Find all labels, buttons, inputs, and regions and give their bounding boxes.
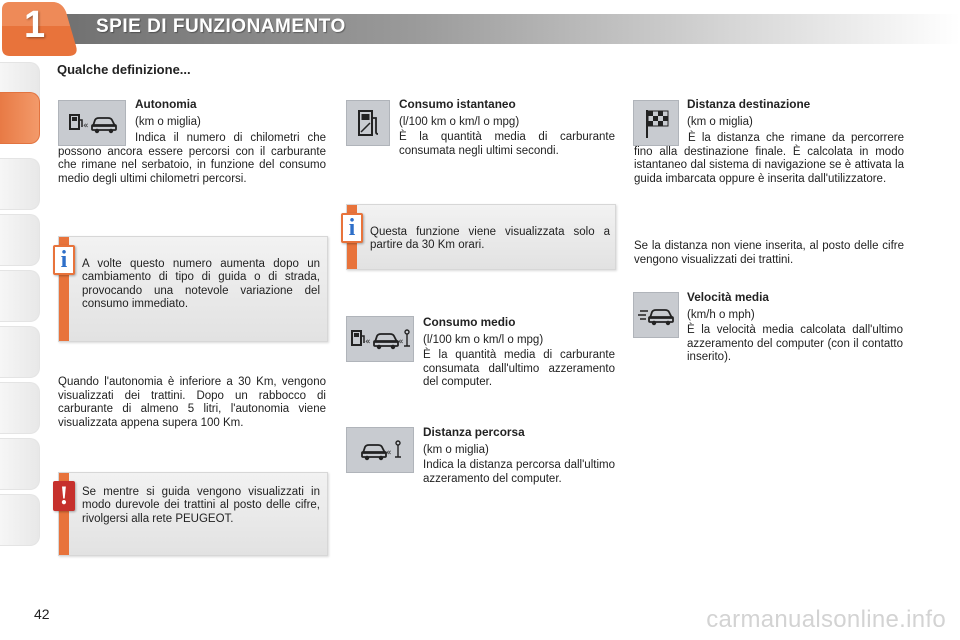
side-tab-3[interactable]	[0, 158, 40, 210]
svg-text:«: «	[83, 121, 89, 131]
consumo-istantaneo-block	[399, 98, 615, 158]
distanza-destinazione-text: È la distanza che rimane da percorrere fino alla destinazione finale. È calcolata in modo istantaneo dal sistema di navigazione se è attivata la guida imbarcata oppure è inserita dall'utilizzatore.	[634, 132, 904, 185]
autonomia-low-text: Quando l'autonomia è inferiore a 30 Km, vengono visualizzati dei trattini. Dopo un rabbocco di carburante di almeno 5 litri, l'autonomia viene visualizzata appena supera 100 Km.	[58, 376, 326, 429]
chapter-number: 1	[24, 4, 46, 46]
consumo-medio-text: È la quantità media di carburante consumata dall'ultimo azzeramento del computer.	[423, 349, 615, 389]
watermark: carmanualsonline.info	[706, 606, 946, 633]
page-number: 42	[34, 606, 50, 622]
warning-icon: !	[53, 481, 75, 511]
distanza-percorsa-icon	[346, 427, 414, 473]
velocita-media-unit: (km/h o mph)	[687, 308, 755, 321]
distanza-percorsa-unit: (km o miglia)	[423, 443, 489, 456]
section-heading: Qualche definizione...	[57, 62, 191, 77]
distanza-destinazione-title: Distanza destinazione	[687, 97, 811, 111]
side-tab-4[interactable]	[0, 214, 40, 266]
consumo-medio-icon	[346, 316, 414, 362]
autonomia-block	[135, 98, 325, 131]
autonomia-title: Autonomia	[135, 97, 197, 111]
distanza-percorsa-text: Indica la distanza percorsa dall'ultimo azzeramento del computer.	[423, 459, 615, 485]
distanza-destinazione-unit: (km o miglia)	[687, 115, 753, 128]
velocita-media-title: Velocità media	[687, 290, 769, 304]
consumo-istantaneo-title: Consumo istantaneo	[399, 97, 516, 111]
side-tab-9[interactable]	[0, 494, 40, 546]
side-tabs	[0, 62, 44, 582]
side-tab-8[interactable]	[0, 438, 40, 490]
info-icon: i	[53, 245, 75, 275]
consumo-medio-block	[423, 316, 615, 390]
side-tab-6[interactable]	[0, 326, 40, 378]
side-tab-active[interactable]	[0, 92, 40, 144]
consumo-medio-unit: (l/100 km o km/l o mpg)	[423, 333, 544, 346]
info-note-consumo-text: Questa funzione viene visualizzata solo a partire da 30 Km orari.	[370, 226, 610, 252]
svg-text:«: «	[398, 337, 404, 347]
distanza-destinazione-block	[687, 98, 903, 131]
distanza-percorsa-title: Distanza percorsa	[423, 425, 525, 439]
consumo-istantaneo-unit: (l/100 km o km/l o mpg)	[399, 115, 520, 128]
side-tab-5[interactable]	[0, 270, 40, 322]
info-note-autonomia-text: A volte questo numero aumenta dopo un cambiamento di tipo di guida o di strada, provocando una notevole variazione del consumo immediato.	[82, 258, 320, 311]
svg-text:«: «	[365, 337, 371, 347]
distanza-percorsa-block	[423, 426, 615, 486]
consumo-medio-title: Consumo medio	[423, 315, 516, 329]
info-icon-2: i	[341, 213, 363, 243]
autonomia-unit: (km o miglia)	[135, 115, 201, 128]
consumo-istantaneo-text: È la quantità media di carburante consumata negli ultimi secondi.	[399, 131, 615, 157]
autonomia-text: Indica il numero di chilometri che possono ancora essere percorsi con il carburante che rimane nel serbatoio, in funzione del consumo medio degli ultimi chilometri percorsi.	[58, 132, 326, 185]
velocita-media-icon	[633, 292, 679, 338]
fuel-pump-icon	[346, 100, 390, 146]
warning-note-text: Se mentre si guida vengono visualizzati in modo durevole dei trattini al posto delle cifre, rivolgersi alla rete PEUGEOT.	[82, 486, 320, 525]
page-title: SPIE DI FUNZIONAMENTO	[96, 16, 346, 37]
velocita-media-text: È la velocità media calcolata dall'ultimo azzeramento del computer (con il contatto inserito).	[687, 324, 903, 364]
svg-text:«: «	[386, 448, 392, 458]
distanza-destinazione-text2: Se la distanza non viene inserita, al posto delle cifre vengono visualizzati dei trattini.	[634, 240, 904, 266]
velocita-media-block	[687, 291, 903, 365]
side-tab-7[interactable]	[0, 382, 40, 434]
